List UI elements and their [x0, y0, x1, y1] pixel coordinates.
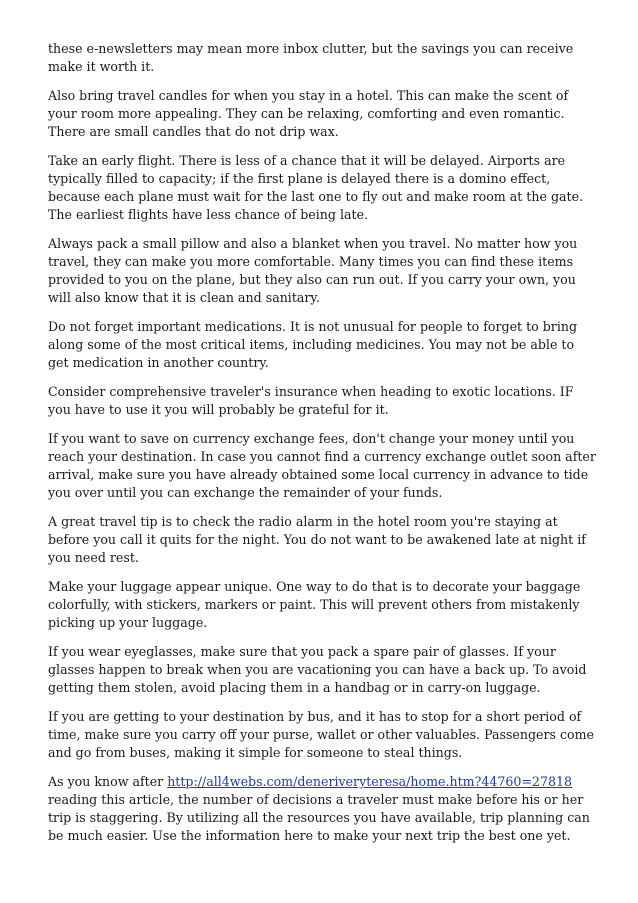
closing-text-before-link: As you know after: [48, 774, 168, 789]
paragraph-travel-candles: Also bring travel candles for when you stay in a hotel. This can make the scent of your room more appealing. They can be relaxing, comforting and even romantic. There are small candles that do not drip wax.: [48, 88, 569, 139]
closing-text-after-link: reading this article, the number of decisions a traveler must make before his or her trip is staggering. By utilizing all the resources you have available, trip planning can be much easier. Use the information here to make your next trip the best one yet.: [48, 792, 590, 843]
paragraph-eyeglasses: If you wear eyeglasses, make sure that you pack a spare pair of glasses. If your glasses happen to break when you are vacationing you can have a back up. To avoid getting them stolen, avoid placing them in a handbag or in carry-on luggage.: [48, 644, 587, 695]
paragraph-medications: Do not forget important medications. It is not unusual for people to forget to bring along some of the most critical items, including medicines. You may not be able to get medication in another country.: [48, 319, 578, 370]
document-page: [48, 40, 596, 856]
paragraph-currency-exchange: If you want to save on currency exchange fees, don't change your money until you reach your destination. In case you cannot find a currency exchange outlet soon after arrival, make sure you have already obtained some local currency in advance to tide you over until you can exchange the remainder of your funds.: [48, 431, 596, 500]
paragraph-closing: [48, 773, 596, 845]
paragraph-unique-luggage: Make your luggage appear unique. One way to do that is to decorate your baggage colorfully, with stickers, markers or paint. This will prevent others from mistakenly picking up your luggage.: [48, 579, 581, 630]
paragraph-bus-travel: If you are getting to your destination by bus, and it has to stop for a short period of time, make sure you carry off your purse, wallet or other valuables. Passengers come and go from buses, making it simple for someone to steal things.: [48, 709, 595, 760]
paragraph-radio-alarm: A great travel tip is to check the radio alarm in the hotel room you're staying at before you call it quits for the night. You do not want to be awakened late at night if you need rest.: [48, 514, 586, 565]
paragraph-pillow-blanket: Always pack a small pillow and also a blanket when you travel. No matter how you travel, they can make you more comfortable. Many times you can find these items provided to you on the plane, but they also can run out. If you carry your own, you will also know that it is clean and sanitary.: [48, 236, 578, 305]
paragraph-newsletters: these e-newsletters may mean more inbox clutter, but the savings you can receive make it worth it.: [48, 41, 574, 74]
paragraph-insurance: Consider comprehensive traveler's insurance when heading to exotic locations. IF you have to use it you will probably be grateful for it.: [48, 384, 574, 417]
paragraph-early-flight: Take an early flight. There is less of a chance that it will be delayed. Airports are typically filled to capacity; if the first plane is delayed there is a domino effect, because each plane must wait for the last one to fly out and make room at the gate. The earliest flights have less chance of being late.: [48, 153, 584, 222]
article-link[interactable]: http://all4webs.com/deneriveryteresa/home.htm?44760=27818: [167, 774, 573, 789]
